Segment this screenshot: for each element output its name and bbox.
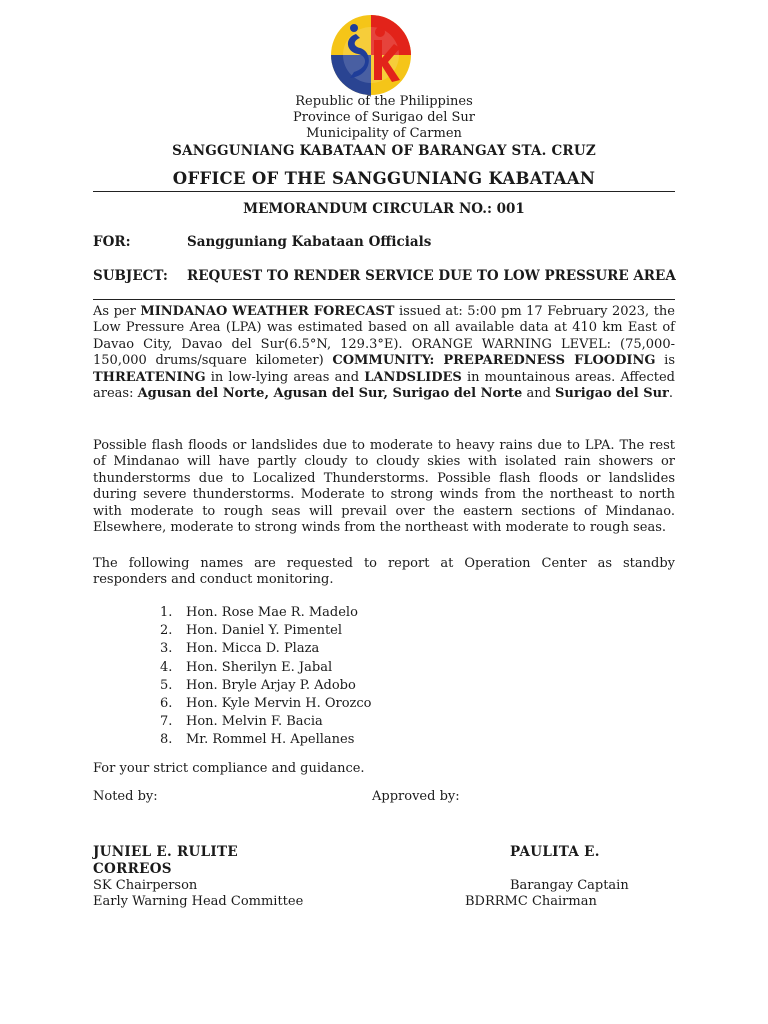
- responder-name: Hon. Micca D. Plaza: [186, 641, 320, 657]
- list-item: [160, 713, 372, 731]
- signatory-left-name: JUNIEL E. RULITE: [93, 844, 238, 860]
- for-value: Sangguniang Kabataan Officials: [187, 234, 432, 250]
- threatening: THREATENING: [93, 369, 206, 385]
- signatory-right-title: Barangay Captain: [510, 878, 629, 893]
- list-item: [160, 604, 372, 622]
- list-item: [160, 640, 372, 658]
- noted-by-label: Noted by:: [93, 789, 158, 804]
- text: is: [655, 353, 675, 369]
- list-number: 6.: [160, 696, 173, 712]
- responder-name: Hon. Rose Mae R. Madelo: [186, 605, 358, 620]
- approved-by-label: Approved by:: [372, 789, 460, 804]
- responder-name: Mr. Rommel H. Apellanes: [186, 732, 355, 748]
- list-number: 8.: [160, 732, 173, 748]
- header-province: Province of Surigao del Sur: [292, 110, 476, 125]
- memo-number: MEMORANDUM CIRCULAR NO.: 001: [243, 201, 525, 217]
- list-number: 2.: [160, 623, 173, 639]
- list-item: [160, 677, 372, 695]
- responder-name: Hon. Kyle Mervin H. Orozco: [186, 696, 372, 712]
- responders-list: [160, 604, 372, 750]
- affected-areas: Agusan del Norte, Agusan del Sur, Surigao del Norte: [137, 386, 523, 402]
- rain-paragraph: Possible flash floods or landslides due to moderate to heavy rains due to LPA. The rest of Mindanao will have partly cloudy to cloudy skies with isolated rain showers or thunderstorms due to Localized Thunderstorms. Possible flash floods or landslides during severe thunderstorms. Moderate to strong winds from the northeast to north with moderate to rough seas will prevail over the eastern sections of Mindanao. Elsewhere, moderate to strong winds from the northeast with moderate to rough seas.: [93, 438, 675, 536]
- header-municipality: Municipality of Carmen: [306, 126, 462, 141]
- list-number: 4.: [160, 659, 173, 675]
- text: in low-lying areas and: [205, 369, 365, 385]
- responder-name: Hon. Sherilyn E. Jabal: [186, 659, 333, 675]
- list-number: 1.: [160, 605, 173, 620]
- sk-logo: [330, 14, 412, 96]
- signatory-left-surname: CORREOS: [93, 861, 172, 877]
- list-item: [160, 659, 372, 677]
- signatory-left-title: SK Chairperson: [93, 878, 198, 893]
- forecast-source: MINDANAO WEATHER FORECAST: [140, 304, 395, 319]
- affected-area-last: Surigao del Sur: [555, 386, 669, 402]
- list-item: [160, 622, 372, 640]
- community-preparedness: COMMUNITY: PREPAREDNESS FLOODING: [332, 353, 656, 369]
- forecast-paragraph: [93, 304, 675, 402]
- list-number: 3.: [160, 641, 173, 657]
- text: issued at: 5:00 pm 17 February 2023, the Low Pressure Area (LPA) was estimated based on all available data at 410 km East of Davao City, Davao del Sur(6.5°N, 129.3°E). ORANGE WARNING LEVEL: (75,000-150,000 drums/square kilometer): [93, 304, 675, 369]
- list-item: [160, 695, 372, 713]
- signatory-left-role: Early Warning Head Committee: [93, 894, 304, 909]
- header-divider: [93, 191, 675, 192]
- responder-name: Hon. Daniel Y. Pimentel: [186, 623, 343, 639]
- list-number: 5.: [160, 677, 173, 693]
- landslides: LANDSLIDES: [364, 369, 462, 385]
- responder-name: Hon. Melvin F. Bacia: [186, 714, 323, 730]
- text: .: [668, 386, 674, 402]
- text: and: [522, 386, 556, 402]
- subject-value: REQUEST TO RENDER SERVICE DUE TO LOW PRESSURE AREA: [187, 268, 676, 284]
- for-label: FOR:: [93, 234, 131, 250]
- subject-label: SUBJECT:: [93, 268, 168, 284]
- list-item: [160, 731, 372, 749]
- header-barangay: SANGGUNIANG KABATAAN OF BARANGAY STA. CRUZ: [172, 143, 596, 159]
- text: As per: [93, 304, 141, 319]
- header-country: Republic of the Philippines: [295, 94, 473, 109]
- signatory-right-role: BDRRMC Chairman: [465, 894, 597, 909]
- closing-line: For your strict compliance and guidance.: [93, 761, 365, 776]
- subject-divider: [93, 299, 675, 300]
- signatory-right-name: PAULITA E.: [510, 844, 600, 860]
- office-title: OFFICE OF THE SANGGUNIANG KABATAAN: [172, 169, 596, 188]
- report-paragraph: The following names are requested to report at Operation Center as standby responders and conduct monitoring.: [93, 556, 675, 588]
- responder-name: Hon. Bryle Arjay P. Adobo: [186, 677, 356, 693]
- text: in mountainous areas. Affected areas:: [93, 369, 676, 402]
- list-number: 7.: [160, 714, 173, 730]
